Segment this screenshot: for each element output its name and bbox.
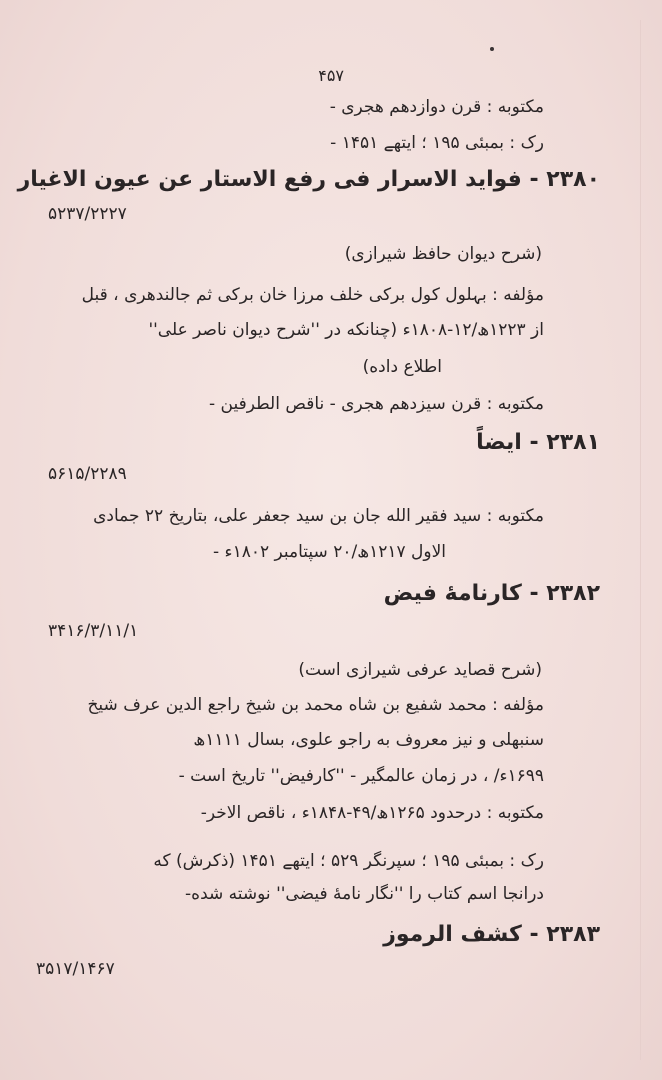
entry-2382-references-cont: درانجا اسم کتاب را ''نگار نامهٔ فیضی'' نوشته شده- [185, 884, 544, 904]
entry-2380-date: مکتوبه : قرن سیزدهم هجری - ناقص الطرفین - [209, 394, 544, 414]
entry-2382-title: ۲۳۸۲ - کارنامهٔ فیض [383, 581, 600, 606]
page-number: ۴۵۷ [318, 66, 344, 85]
entry-2380-author-cont2: اطلاع داده) [362, 357, 442, 377]
entry-2380-note: (شرح دیوان حافظ شیرازی) [344, 244, 542, 264]
ink-dot [490, 47, 494, 51]
entry-2381-shelfmark: ۵۶۱۵/۲۲۸۹ [48, 464, 127, 484]
entry-2382-author-cont2: ۱۶۹۹ء/ ، در زمان عالمگیر - ''کارفیض'' تاریخ است - [178, 766, 544, 786]
entry-2380-title: ۲۳۸۰ - فواید الاسرار فی رفع الاستار عن عیون الاغیار [17, 167, 600, 192]
entry-2381-scribe-cont: الاول ۱۲۱۷ھ/۲۰ سپتامبر ۱۸۰۲ء - [213, 542, 446, 562]
entry-2381-scribe: مکتوبه : سید فقیر الله جان بن سید جعفر علی، بتاریخ ۲۲ جمادی [93, 506, 544, 526]
entry-2382-author-cont: سنبهلی و نیز معروف به راجو علوی، بسال ۱۱۱۱ھ [193, 730, 544, 750]
entry-2382-shelfmark: ۳۴۱۶/۳/۱۱/۱ [48, 621, 139, 641]
entry-2381-title: ۲۳۸۱ - ایضاً [476, 430, 600, 455]
entry-2382-date: مکتوبه : درحدود ۱۲۶۵ھ/۴۹-۱۸۴۸ء ، ناقص الاخر- [200, 803, 544, 823]
entry-2380-author-cont: از ۱۲۲۳ھ/۱۲-۱۸۰۸ء (چنانکه در ''شرح دیوان ناصر علی'' [148, 320, 544, 340]
entry-2383-shelfmark: ۳۵۱۷/۱۴۶۷ [36, 959, 115, 979]
entry-2380-shelfmark: ۵۲۳۷/۲۲۲۷ [48, 204, 127, 224]
entry-2383-title: ۲۳۸۳ - کشف الرموز [383, 922, 600, 947]
page-edge [640, 20, 641, 1060]
entry-2380-author: مؤلفه : بہلول کول برکی خلف مرزا خان برکی ثم جالندهری ، قبل [81, 285, 544, 305]
entry-2379-references: رک : بمبئی ۱۹۵ ؛ ایتهے ۱۴۵۱ - [330, 133, 544, 153]
entry-2382-references: رک : بمبئی ۱۹۵ ؛ سپرنگر ۵۲۹ ؛ ایتهے ۱۴۵۱ (ذکرش) که [153, 851, 544, 871]
entry-2382-note: (شرح قصاید عرفی شیرازی است) [298, 660, 542, 680]
entry-2379-date: مکتوبه : قرن دوازدهم هجری - [329, 97, 544, 117]
entry-2382-author: مؤلفه : محمد شفیع بن شاه محمد بن شیخ راجع الدین عرف شیخ [87, 695, 544, 715]
